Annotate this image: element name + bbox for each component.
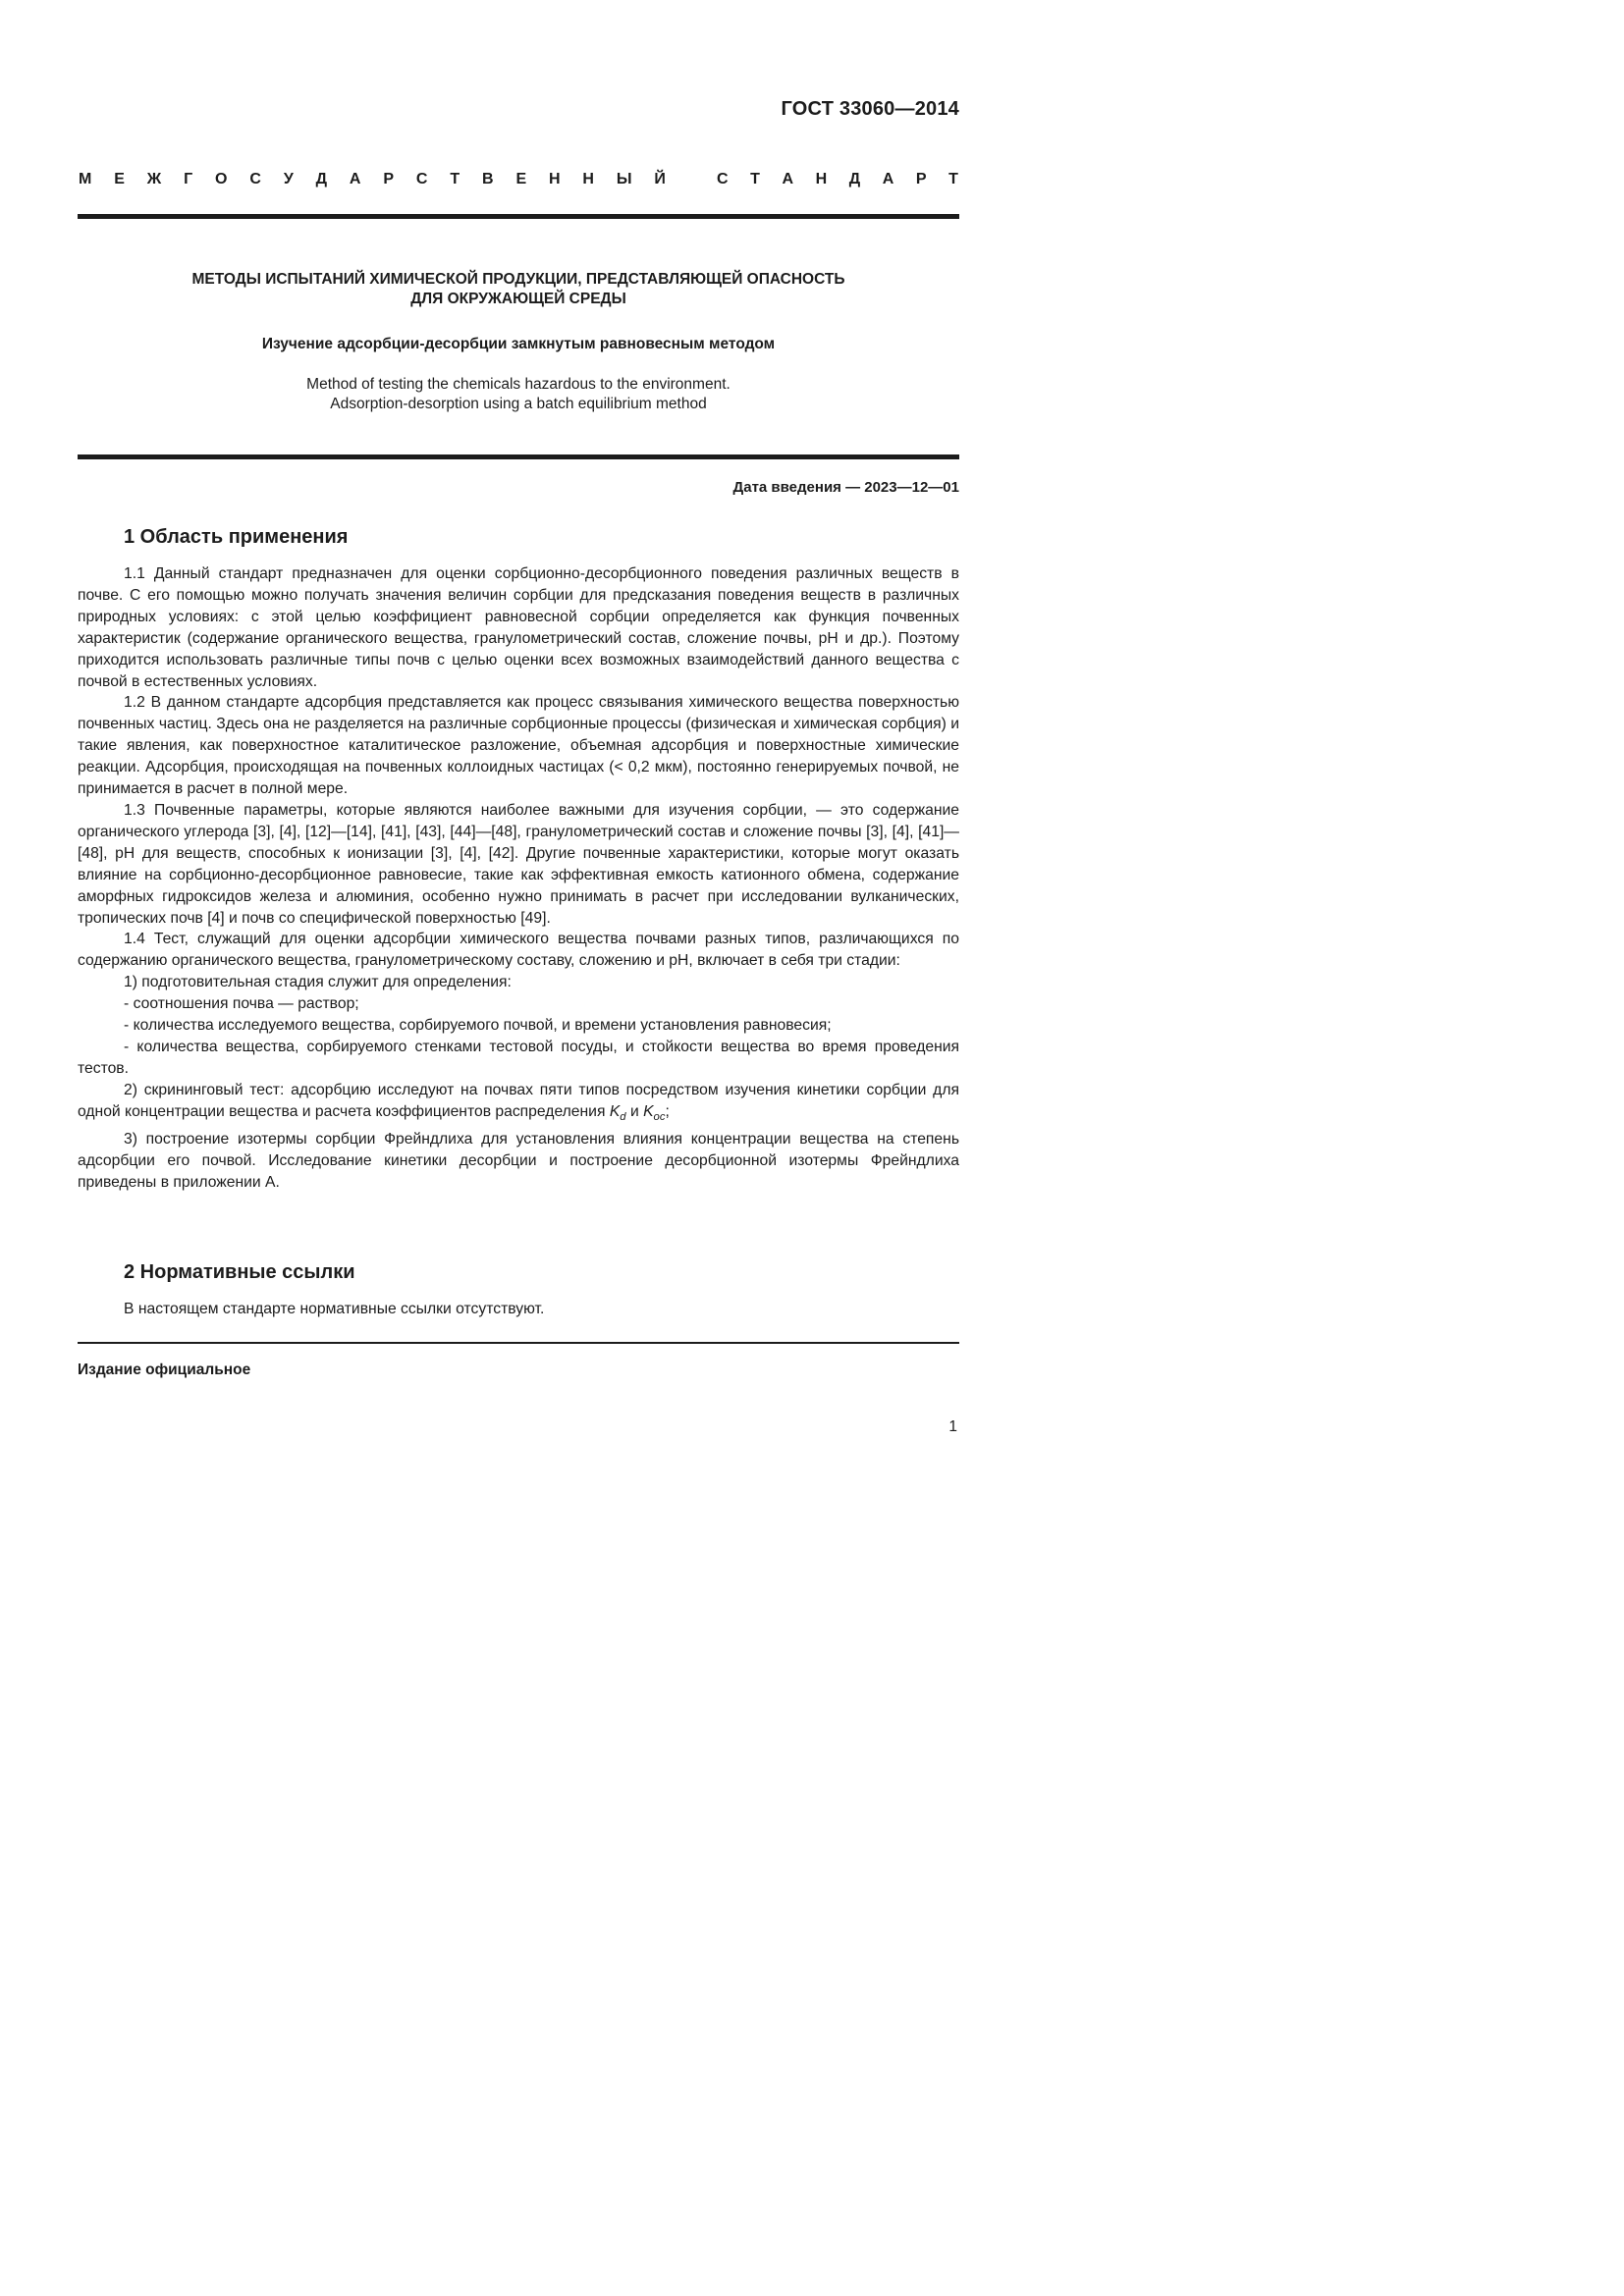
standard-word: С Т А Н Д А Р Т: [717, 171, 958, 187]
dash-item-1: - соотношения почва — раствор;: [124, 995, 359, 1013]
paragraph-1-3: 1.3 Почвенные параметры, которые являются наиболее важными для изучения сорбции, — это содержание органического углерода [3], [4], [12]—[14], [41], [43], [44]—[48], гранулометрический состав и сложение почвы [3], [4], [41]—[48], pH для веществ, способных к ионизации [3], [4], [42]. Другие почвенные характеристики, которые могут оказать влияние на сорбционно-десорбционное равновесие, такие как эффективная емкость катионного обмена, содержание аморфных гидроксидов железа и алюминия, особенно нужно принимать в расчет при исследовании вулканических, тропических почв [4] и почв со специфической поверхностью [49].: [78, 801, 959, 927]
document-subtitle: Изучение адсорбции-десорбции замкнутым равновесным методом: [261, 336, 776, 352]
document-page: [0, 0, 1078, 1526]
header-rule: [78, 214, 959, 219]
dash-item-3: - количества вещества, сорбируемого стенками тестовой посуды, и стойкости вещества во время проведения тестов.: [78, 1038, 959, 1077]
normative-references-text: В настоящем стандарте нормативные ссылки отсутствуют.: [124, 1301, 545, 1317]
section-heading-normative-references: 2 Нормативные ссылки: [124, 1261, 355, 1283]
koc-symbol: $K_{oc}$: [643, 1102, 666, 1123]
document-title: МЕТОДЫ ИСПЫТАНИЙ ХИМИЧЕСКОЙ ПРОДУКЦИИ, ПРЕДСТАВЛЯЮЩЕЙ ОПАСНОСТЬ ДЛЯ ОКРУЖАЮЩЕЙ СРЕДЫ: [191, 271, 845, 307]
interstate-word: М Е Ж Г О С У Д А Р С Т В Е Н Н Ы Й: [79, 171, 666, 187]
section-heading-scope: 1 Область применения: [124, 526, 349, 548]
paragraph-1-1: 1.1 Данный стандарт предназначен для оценки сорбционно-десорбционного поведения различных веществ в почве. С его помощью можно получать значения величин сорбции для предсказания поведения веществ в различных природных условиях: с этой целью коэффициент равновесной сорбции определяется как функция почвенных характеристик (содержание органического вещества, гранулометрический состав, сложение почвы, pH и др.). Поэтому приходится использовать различные типы почв с целью оценки всех возможных взаимодействий данного вещества с почвой в естественных условиях.: [78, 565, 959, 690]
kd-symbol: $K_d$: [609, 1102, 626, 1123]
list-item-3: 3) построение изотермы сорбции Фрейндлиха для установления влияния концентрации вещества на степень адсорбции его почвой. Исследование кинетики десорбции и построение десорбционной изотермы Фрейндлиха приведены в приложении А.: [78, 1130, 959, 1191]
title-rule: [78, 454, 959, 459]
paragraph-1-4: 1.4 Тест, служащий для оценки адсорбции химического вещества почвами разных типов, различающихся по содержанию органического вещества, гранулометрическому составу, сложению и pH, включает в себя три стадии:: [78, 931, 959, 970]
section-body-scope: [78, 563, 959, 1193]
footer-rule: [78, 1342, 959, 1344]
official-edition-label: Издание официальное: [78, 1362, 251, 1378]
paragraph-1-2: 1.2 В данном стандарте адсорбция представляется как процесс связывания химического вещества поверхностью почвенных частиц. Здесь она не разделяется на различные сорбционные процессы (физическая и химическая сорбция) и такие явления, как поверхностное каталитическое разложение, объемная адсорбция и поверхностные химические реакции. Адсорбция, происходящая на почвенных коллоидных частицах (< 0,2 мкм), постоянно генерируемых почвой, не принимается в расчет в полной мере.: [78, 694, 959, 798]
introduction-date: Дата введения — 2023—12—01: [732, 479, 959, 496]
list-item-2: 2) скрининговый тест: адсорбцию исследуют на почвах пяти типов посредством изучения кинетики сорбции для одной концентрации вещества и расчета коэффициентов распределения $K_d$ и $K_{oc}$;: [78, 1081, 959, 1123]
list-item-1: 1) подготовительная стадия служит для определения:: [124, 974, 512, 991]
document-code: ГОСТ 33060—2014: [781, 98, 959, 120]
page-number: 1: [948, 1418, 957, 1435]
dash-item-2: - количества исследуемого вещества, сорбируемого почвой, и времени установления равновесия;: [124, 1017, 832, 1035]
english-title: Method of testing the chemicals hazardous to the environment. Adsorption-desorption using a batch equilibrium method: [306, 376, 731, 412]
interstate-standard-banner: [79, 171, 958, 188]
